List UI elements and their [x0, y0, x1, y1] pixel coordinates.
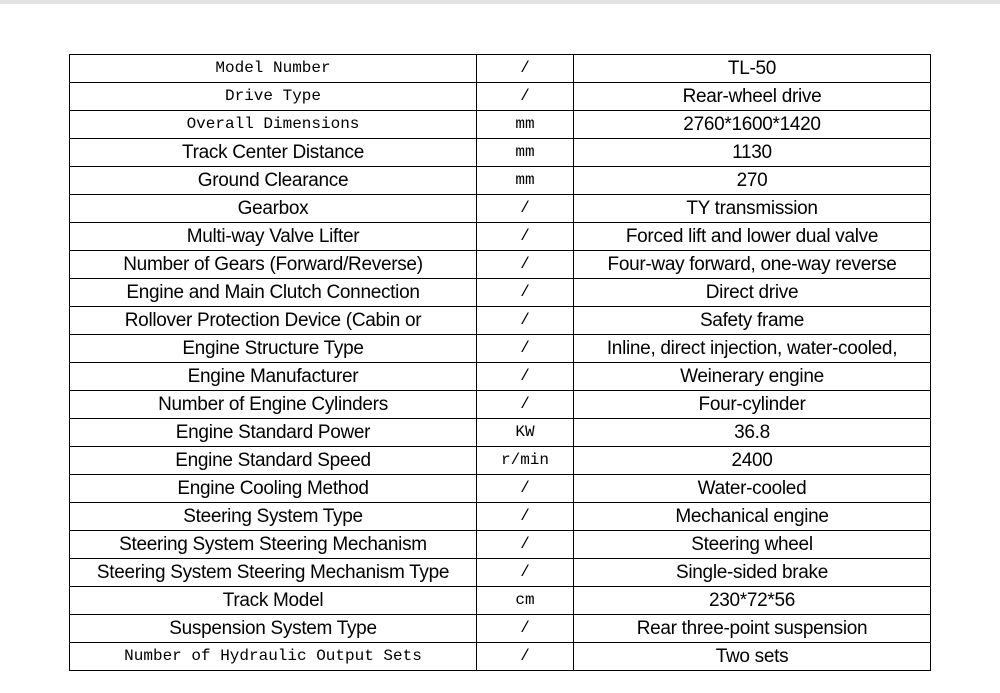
value-cell: 230*72*56 [574, 587, 931, 615]
value-cell: TL-50 [574, 55, 931, 83]
unit-cell: mm [477, 111, 574, 139]
unit-cell: / [477, 391, 574, 419]
unit-cell: / [477, 307, 574, 335]
value-cell: Weinerary engine [574, 363, 931, 391]
value-cell: Forced lift and lower dual valve [574, 223, 931, 251]
value-cell: Direct drive [574, 279, 931, 307]
value-cell: 270 [574, 167, 931, 195]
parameter-cell: Model Number [70, 55, 477, 83]
table-row [70, 55, 931, 83]
unit-cell: / [477, 195, 574, 223]
unit-cell: / [477, 615, 574, 643]
parameter-cell: Engine Manufacturer [70, 363, 477, 391]
table-row [70, 615, 931, 643]
parameter-cell: Track Center Distance [70, 139, 477, 167]
parameter-cell: Engine Cooling Method [70, 475, 477, 503]
table-row [70, 391, 931, 419]
parameter-cell: Number of Engine Cylinders [70, 391, 477, 419]
table-row [70, 419, 931, 447]
table-row [70, 279, 931, 307]
table-row [70, 83, 931, 111]
value-cell: Rear-wheel drive [574, 83, 931, 111]
unit-cell: / [477, 251, 574, 279]
unit-cell: / [477, 559, 574, 587]
parameter-cell: Steering System Steering Mechanism [70, 531, 477, 559]
parameter-cell: Engine Standard Speed [70, 447, 477, 475]
unit-cell: / [477, 223, 574, 251]
parameter-cell: Rollover Protection Device (Cabin or [70, 307, 477, 335]
table-row [70, 503, 931, 531]
value-cell: Two sets [574, 643, 931, 671]
parameter-cell: Ground Clearance [70, 167, 477, 195]
table-row [70, 363, 931, 391]
parameter-cell: Multi-way Valve Lifter [70, 223, 477, 251]
value-cell: Single-sided brake [574, 559, 931, 587]
table-row [70, 251, 931, 279]
table-row [70, 111, 931, 139]
parameter-cell: Drive Type [70, 83, 477, 111]
unit-cell: / [477, 475, 574, 503]
value-cell: 2760*1600*1420 [574, 111, 931, 139]
table-row [70, 167, 931, 195]
parameter-cell: Steering System Steering Mechanism Type [70, 559, 477, 587]
table-row [70, 139, 931, 167]
value-cell: Inline, direct injection, water-cooled, [574, 335, 931, 363]
value-cell: Steering wheel [574, 531, 931, 559]
table-row [70, 223, 931, 251]
table-row [70, 335, 931, 363]
table-row [70, 475, 931, 503]
unit-cell: / [477, 279, 574, 307]
parameter-cell: Engine and Main Clutch Connection [70, 279, 477, 307]
table-row [70, 531, 931, 559]
value-cell: Four-cylinder [574, 391, 931, 419]
value-cell: 1130 [574, 139, 931, 167]
unit-cell: r/min [477, 447, 574, 475]
parameter-cell: Engine Structure Type [70, 335, 477, 363]
table-row [70, 195, 931, 223]
value-cell: 36.8 [574, 419, 931, 447]
value-cell: Safety frame [574, 307, 931, 335]
value-cell: TY transmission [574, 195, 931, 223]
unit-cell: mm [477, 167, 574, 195]
unit-cell: / [477, 55, 574, 83]
table-row [70, 559, 931, 587]
parameter-cell: Number of Hydraulic Output Sets [70, 643, 477, 671]
unit-cell: cm [477, 587, 574, 615]
value-cell: Water-cooled [574, 475, 931, 503]
parameter-cell: Engine Standard Power [70, 419, 477, 447]
parameter-cell: Suspension System Type [70, 615, 477, 643]
unit-cell: / [477, 503, 574, 531]
top-divider [0, 0, 1000, 4]
unit-cell: / [477, 531, 574, 559]
table-row [70, 307, 931, 335]
value-cell: Four-way forward, one-way reverse [574, 251, 931, 279]
unit-cell: / [477, 83, 574, 111]
specification-table [69, 54, 931, 671]
specification-table-body [70, 55, 931, 671]
unit-cell: / [477, 643, 574, 671]
parameter-cell: Number of Gears (Forward/Reverse) [70, 251, 477, 279]
value-cell: 2400 [574, 447, 931, 475]
unit-cell: KW [477, 419, 574, 447]
unit-cell: / [477, 363, 574, 391]
parameter-cell: Overall Dimensions [70, 111, 477, 139]
unit-cell: mm [477, 139, 574, 167]
table-row [70, 587, 931, 615]
parameter-cell: Gearbox [70, 195, 477, 223]
unit-cell: / [477, 335, 574, 363]
value-cell: Rear three-point suspension [574, 615, 931, 643]
parameter-cell: Steering System Type [70, 503, 477, 531]
value-cell: Mechanical engine [574, 503, 931, 531]
parameter-cell: Track Model [70, 587, 477, 615]
table-row [70, 643, 931, 671]
table-row [70, 447, 931, 475]
